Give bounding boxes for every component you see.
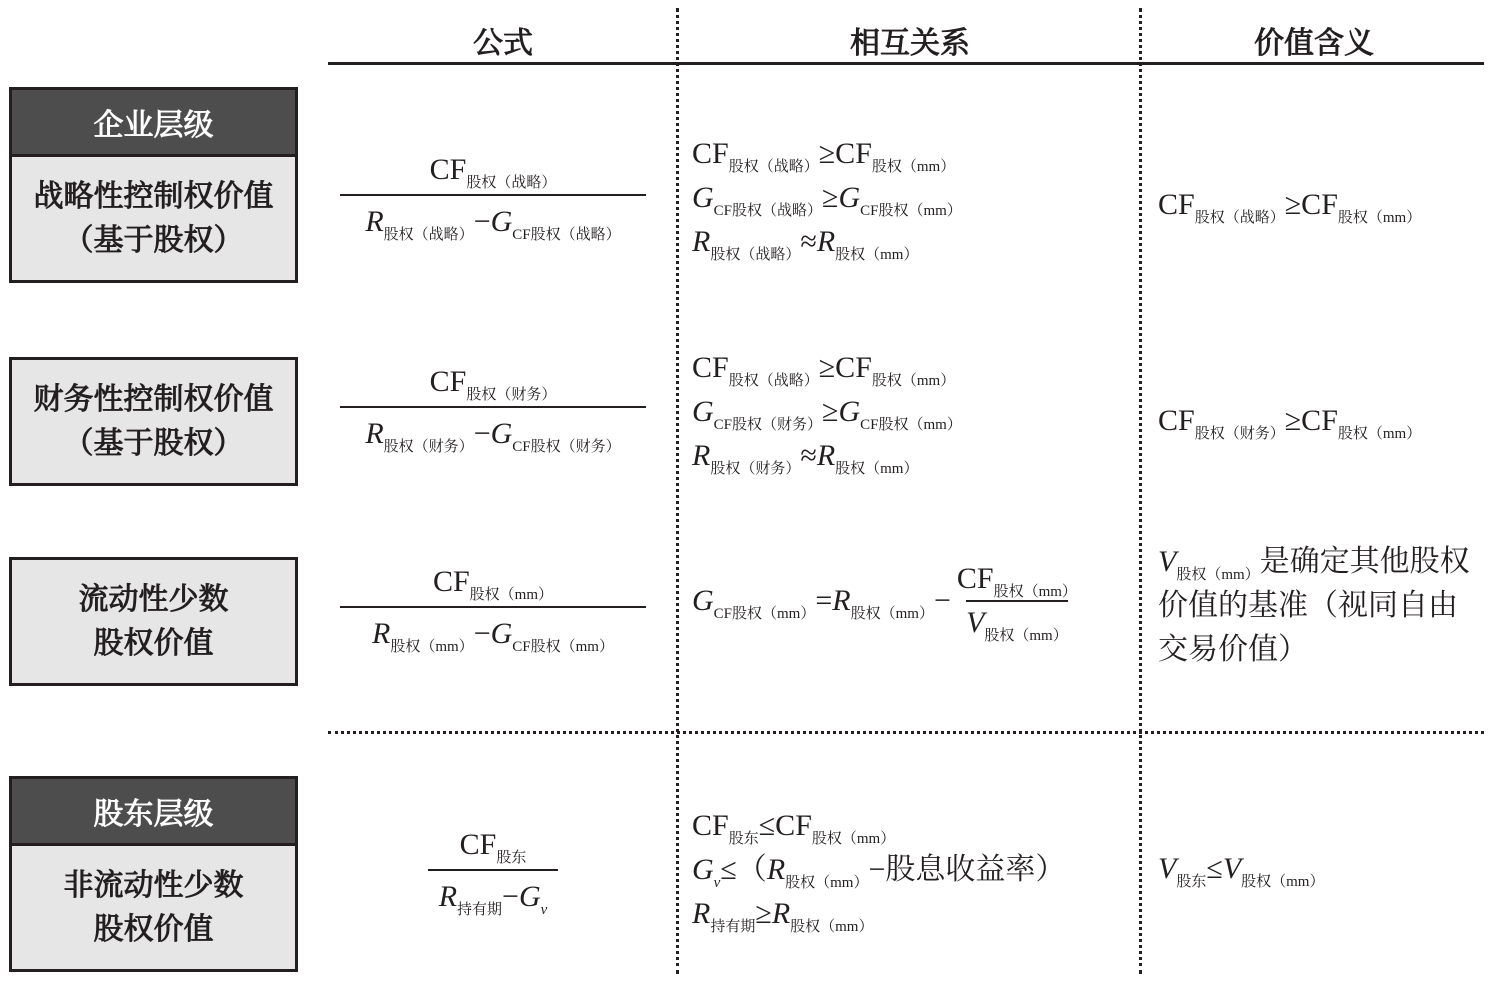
den-r-sub: 持有期 [457,902,503,918]
meaning-liquid-minority [1158,540,1482,672]
row-label-line2: 股权价值 [93,625,214,661]
den-r-sub: 股权（战略） [383,227,474,243]
rel-line: $CF_{股权(战略)}\ge CF_{股权(mm)}$ [692,351,956,389]
num-cf: CF [432,565,470,598]
num-cf: CF [459,828,497,861]
row-label-line1: 财务性控制权价值 [33,381,274,417]
rel-line: $R_{持有期}\ge R_{股权(mm)}$ [692,897,874,935]
relationship-liquid-minority [692,560,1077,642]
column-divider-2 [1139,8,1142,974]
den-g-sub: CF股权（mm） [512,639,614,655]
rel-line: $G_{CF股权(战略)}\ge G_{CF股权(mm)}$ [692,181,962,219]
shareholder-level-caption: 股东层级 [9,776,298,846]
enterprise-level-caption: 企业层级 [9,87,298,157]
num-sub: 股东 [496,850,527,866]
den-g-sub: CF股权（战略） [512,227,621,243]
rel-line: $G_{CF股权(财务)}\ge G_{CF股权(mm)}$ [692,395,962,433]
row-label-line1: 战略性控制权价值 [33,178,274,214]
relationship-financial [692,346,962,478]
num-cf: CF [429,365,467,398]
den-r: R [365,417,384,450]
row-label-illiquid-minority [9,843,298,972]
level-divider [328,731,1484,734]
formula-financial: $CF_{股权(财务)}$ $R_{股权(财务)}-G_{CF股权(财务)}$ [340,362,646,454]
den-g: G [490,205,513,238]
row-label-line2: （基于股权） [63,425,244,461]
relationship-strategic [692,132,962,264]
header-value-meaning: 价值含义 [1254,26,1374,61]
meaning-financial: $CF_{股权(财务)}\ge CF_{股权(mm)}$ [1158,404,1422,442]
row-label-strategic-control [9,154,298,283]
meaning-v-sub: 股权（mm） [1176,567,1260,583]
row-label-line2: 股权价值 [93,911,214,947]
row-label-line2: （基于股权） [63,222,244,258]
header-formula: 公式 [473,26,533,61]
rel-line: $CF_{股权(战略)}\ge CF_{股权(mm)}$ [692,137,956,175]
rel-lhs: $G_{CF股权(mm)}=R_{股权(mm)}-$ [692,584,951,622]
header-relationship: 相互关系 [850,26,970,61]
column-divider-1 [676,8,679,974]
rel-line: $CF_{股东}\le CF_{股权(mm)}$ [692,809,896,847]
den-r: R [372,617,391,650]
row-label-line1: 流动性少数 [78,581,229,617]
relationship-illiquid-minority [692,804,1065,936]
meaning-v: V [1158,545,1177,578]
den-r-sub: 股权（mm） [390,639,474,655]
rel-fraction: $\frac{CF_{股权(mm)}}{V_{股权(mm)}}$ [956,562,1077,644]
den-g: G [490,417,513,450]
den-r: R [365,205,384,238]
row-label-liquid-minority [9,557,298,686]
den-g-sub: CF股权（财务） [512,439,621,455]
row-label-financial-control [9,357,298,486]
den-r-sub: 股权（财务） [383,439,474,455]
meaning-illiquid-minority: $V_{股东}\le V_{股权(mm)}$ [1158,852,1325,890]
num-cf: CF [429,153,467,186]
rel-line: $R_{股权(财务)}\approx R_{股权(mm)}$ [692,439,919,477]
formula-strategic: $CF_{股权(战略)}$ $R_{股权(战略)}-G_{CF股权(战略)}$ [340,150,646,242]
den-r: R [438,880,458,913]
meaning-text: 是确定其他股权价值的基准（视同自由交易价值） [1158,545,1470,666]
den-g-sub: v [540,902,548,918]
num-sub: 股权（财务） [466,387,557,403]
row-label-line1: 非流动性少数 [63,867,244,903]
header-rule [328,62,1484,65]
rel-line: $R_{股权(战略)}\approx R_{股权(mm)}$ [692,225,919,263]
num-sub: 股权（战略） [466,175,557,191]
meaning-strategic: $CF_{股权(战略)}\ge CF_{股权(mm)}$ [1158,188,1422,226]
formula-liquid-minority: $CF_{股权(mm)}$ $R_{股权(mm)}-G_{CF股权(mm)}$ [340,562,646,654]
formula-illiquid-minority: $CF_{股东}$ $R_{持有期}-G_v$ [428,825,558,917]
rel-line: $G_v\le(R_{股权(mm)}-$股息收益率） [692,853,1066,891]
num-sub: 股权（mm） [469,587,554,603]
den-g: G [490,617,513,650]
den-g: G [518,880,541,913]
